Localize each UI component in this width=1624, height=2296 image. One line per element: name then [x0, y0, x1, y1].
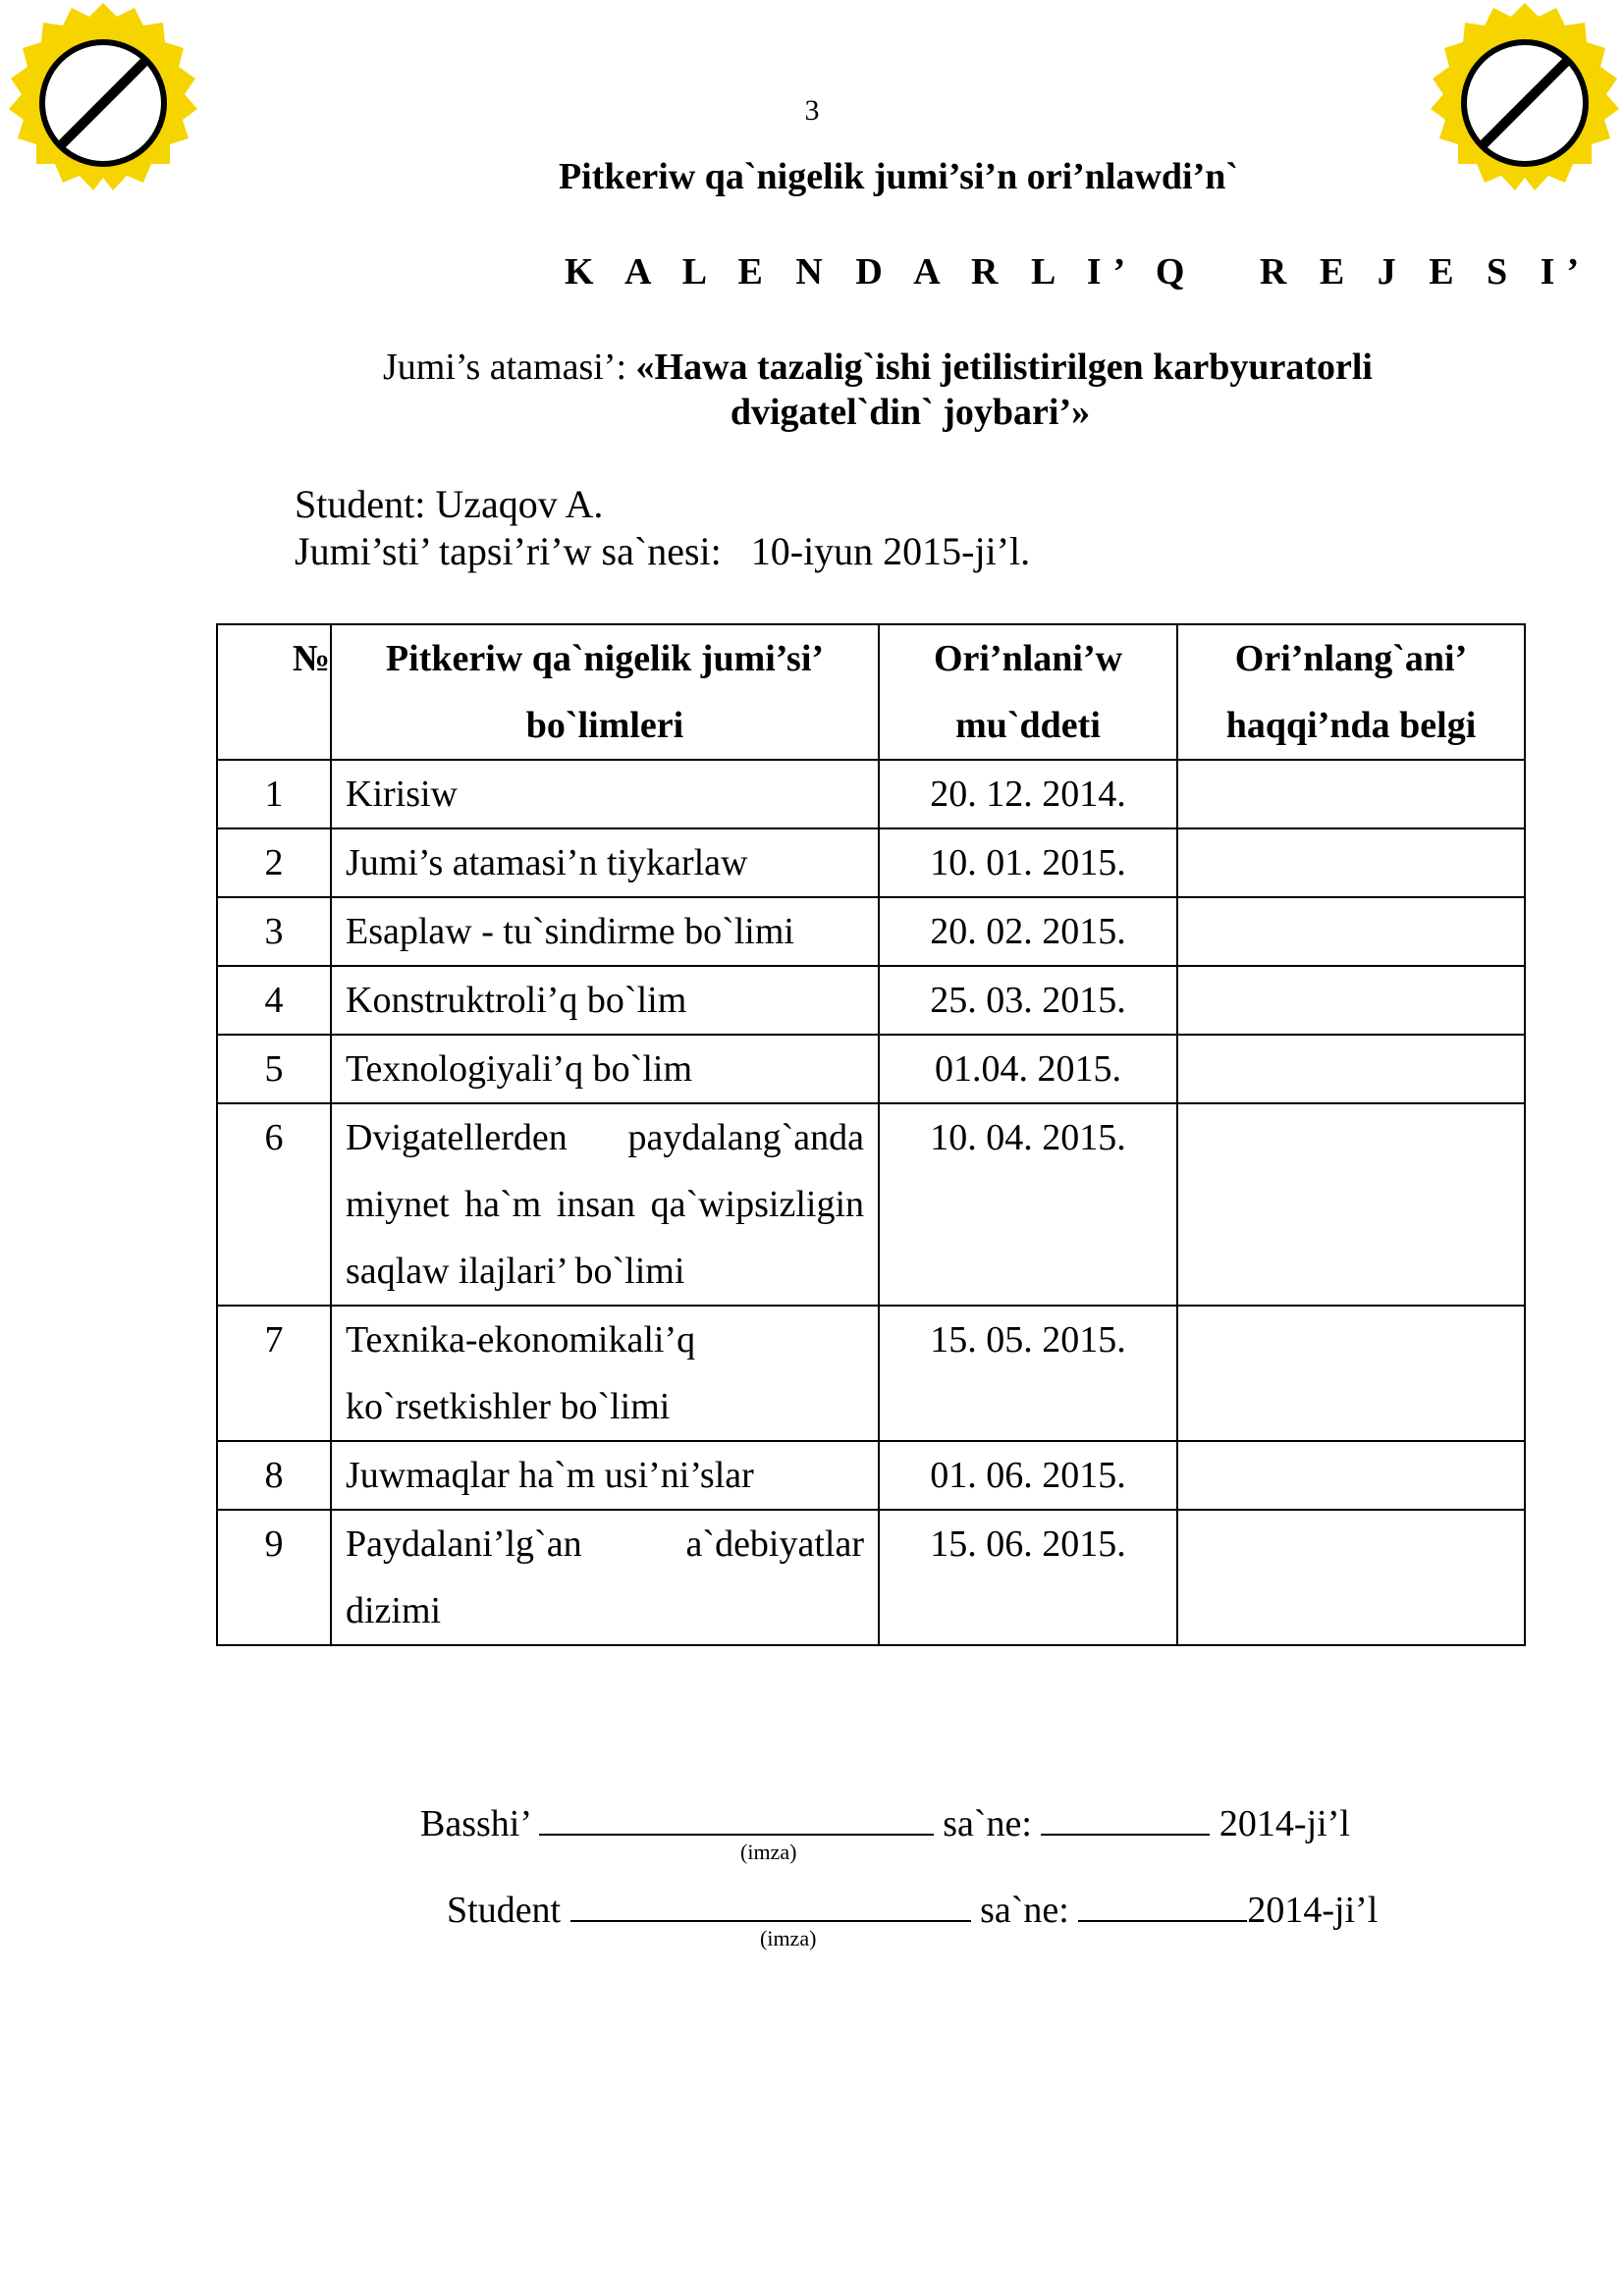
row-section-name: [331, 966, 879, 1035]
table-row: [217, 1510, 1525, 1645]
table-row: [217, 966, 1525, 1035]
row-section-name: [331, 897, 879, 966]
row-section-name: [331, 828, 879, 897]
page-number: 3: [804, 94, 820, 127]
student-year: 2014-ji’l: [1247, 1890, 1379, 1931]
row-section-line: dizimi: [346, 1590, 442, 1631]
student-date-label: sa`ne:: [980, 1890, 1069, 1931]
student-role: Student: [447, 1890, 562, 1931]
student-signature-line: [447, 1889, 1378, 1932]
row-deadline: 20. 02. 2015.: [879, 897, 1177, 966]
table-row: [217, 897, 1525, 966]
table-row: [217, 1306, 1525, 1441]
topic-label: Jumi’s atamasi’:: [383, 347, 636, 388]
table-row: [217, 828, 1525, 897]
row-completion-mark[interactable]: [1177, 1306, 1525, 1441]
row-number: 6: [217, 1103, 331, 1306]
row-number: 7: [217, 1306, 331, 1441]
student-line: Student: Uzaqov A.: [295, 482, 604, 526]
supervisor-year: 2014-ji’l: [1218, 1803, 1350, 1844]
row-number: 5: [217, 1035, 331, 1103]
row-deadline: 15. 05. 2015.: [879, 1306, 1177, 1441]
header-mark-line1: Ori’nlang`ani’: [1234, 638, 1468, 679]
header-section-line1: Pitkeriw qa`nigelik jumi’si’: [385, 638, 825, 679]
row-section-line: Juwmaqlar ha`m usi’ni’slar: [346, 1455, 754, 1496]
student-date-field[interactable]: [1078, 1891, 1247, 1922]
table-row: [217, 1103, 1525, 1306]
row-section-name: [331, 1510, 879, 1645]
supervisor-role: Basshi’: [420, 1803, 530, 1844]
row-deadline: 01. 06. 2015.: [879, 1441, 1177, 1510]
row-completion-mark[interactable]: [1177, 966, 1525, 1035]
topic-value-continued: dvigatel`din` joybari’»: [730, 392, 1091, 433]
topic-line: [383, 344, 1373, 391]
row-completion-mark[interactable]: [1177, 1441, 1525, 1510]
row-section-name: [331, 1306, 879, 1441]
row-number: 1: [217, 760, 331, 828]
row-section-name: [331, 1035, 879, 1103]
row-completion-mark[interactable]: [1177, 1035, 1525, 1103]
student-imza-caption: (imza): [760, 1926, 817, 1950]
row-number: 8: [217, 1441, 331, 1510]
row-deadline: 01.04. 2015.: [879, 1035, 1177, 1103]
header-section: [331, 624, 879, 760]
row-section-line: Texnologiyali’q bo`lim: [346, 1048, 693, 1090]
table-header-row: [217, 624, 1525, 760]
row-completion-mark[interactable]: [1177, 1103, 1525, 1306]
row-section-line: Texnika-ekonomikali’q: [346, 1319, 696, 1361]
table-row: [217, 760, 1525, 828]
header-section-line2: bo`limleri: [525, 705, 684, 746]
row-deadline: 10. 04. 2015.: [879, 1103, 1177, 1306]
document-subtitle: K A L E N D A R L I’ Q R E J E S I’: [565, 251, 1592, 293]
row-section-line: Esaplaw - tu`sindirme bo`limi: [346, 911, 794, 952]
row-number: 2: [217, 828, 331, 897]
supervisor-date-label: sa`ne:: [943, 1803, 1032, 1844]
row-section-line: ko`rsetkishler bo`limi: [346, 1386, 671, 1427]
row-section-line: Jumi’s atamasi’n tiykarlaw: [346, 842, 748, 883]
header-deadline-line1: Ori’nlani’w: [933, 638, 1123, 679]
calendar-plan-table: [216, 623, 1526, 1646]
row-section-line: Dvigatellerden paydalang`anda: [346, 1117, 864, 1158]
row-completion-mark[interactable]: [1177, 828, 1525, 897]
row-section-line: Paydalani’lg`an a`debiyatlar: [346, 1523, 864, 1565]
row-deadline: 10. 01. 2015.: [879, 828, 1177, 897]
row-completion-mark[interactable]: [1177, 760, 1525, 828]
supervisor-signature-line: [420, 1802, 1350, 1845]
row-section-name: [331, 1441, 879, 1510]
row-number: 3: [217, 897, 331, 966]
supervisor-imza-caption: (imza): [740, 1840, 797, 1864]
table-row: [217, 1035, 1525, 1103]
row-number: 4: [217, 966, 331, 1035]
header-number: №: [217, 624, 331, 760]
row-deadline: 15. 06. 2015.: [879, 1510, 1177, 1645]
row-number: 9: [217, 1510, 331, 1645]
student-signature-field[interactable]: [570, 1891, 971, 1922]
row-section-line: miynet ha`m insan qa`wipsizligin: [346, 1184, 864, 1225]
supervisor-date-field[interactable]: [1041, 1804, 1210, 1836]
table-row: [217, 1441, 1525, 1510]
header-mark-line2: haqqi’nda belgi: [1225, 705, 1477, 746]
supervisor-signature-field[interactable]: [539, 1804, 934, 1836]
topic-value: «Hawa tazalig`ishi jetilistirilgen karbyuratorli: [635, 347, 1373, 388]
row-section-name: [331, 760, 879, 828]
row-deadline: 20. 12. 2014.: [879, 760, 1177, 828]
row-section-name: [331, 1103, 879, 1306]
row-completion-mark[interactable]: [1177, 897, 1525, 966]
row-section-line: saqlaw ilajlari’ bo`limi: [346, 1251, 685, 1292]
row-section-line: Kirisiw: [346, 774, 458, 815]
submission-date-line: Jumi’sti’ tapsi’ri’w sa`nesi: 10-iyun 2015-ji’l.: [295, 529, 1031, 573]
header-deadline-line2: mu`ddeti: [955, 705, 1101, 746]
document-title: Pitkeriw qa`nigelik jumi’si’n ori’nlawdi’n`: [558, 156, 1239, 197]
header-mark: [1177, 624, 1525, 760]
row-completion-mark[interactable]: [1177, 1510, 1525, 1645]
row-section-line: Konstruktroli’q bo`lim: [346, 980, 687, 1021]
row-deadline: 25. 03. 2015.: [879, 966, 1177, 1035]
header-deadline: [879, 624, 1177, 760]
